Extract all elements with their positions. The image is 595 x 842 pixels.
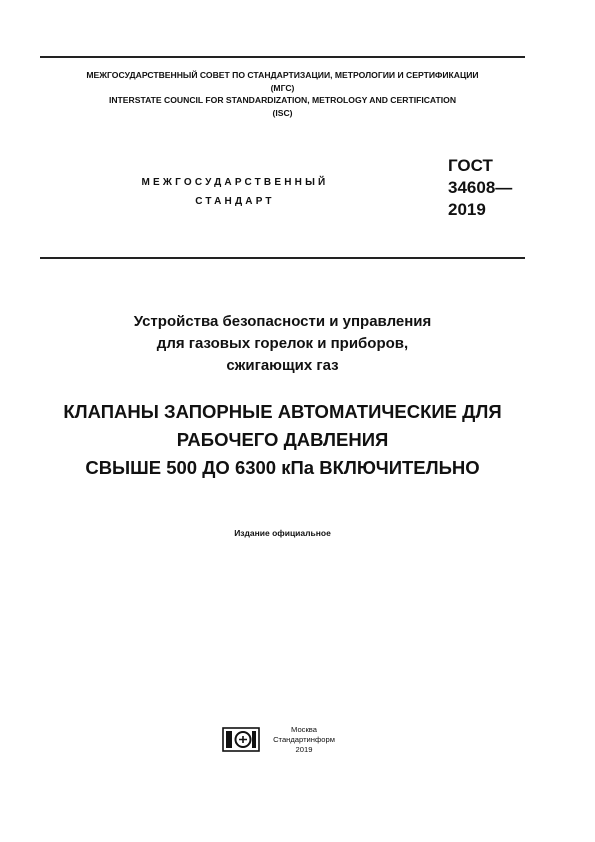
council-name-en: INTERSTATE COUNCIL FOR STANDARDIZATION, METROLOGY AND CERTIFICATION bbox=[108, 95, 457, 105]
title-line1: КЛАПАНЫ ЗАПОРНЫЕ АВТОМАТИЧЕСКИЕ ДЛЯ bbox=[63, 401, 502, 422]
title-line2: РАБОЧЕГО ДАВЛЕНИЯ bbox=[176, 429, 389, 450]
title-line3: СВЫШЕ 500 ДО 6300 кПа ВКЛЮЧИТЕЛЬНО bbox=[85, 457, 480, 478]
council-header bbox=[40, 69, 525, 119]
gost-designation bbox=[448, 155, 512, 221]
publisher-name: Стандартинформ bbox=[273, 735, 335, 744]
standard-kind-line1: МЕЖГОСУДАРСТВЕННЫЙ bbox=[141, 177, 329, 188]
edition-note: Издание официальное bbox=[234, 528, 331, 538]
gost-year: 2019 bbox=[448, 200, 486, 219]
subtitle-line2: для газовых горелок и приборов, bbox=[156, 335, 409, 352]
standard-kind bbox=[90, 173, 380, 211]
council-abbr-ru: (МГС) bbox=[270, 82, 295, 93]
subtitle-line3: сжигающих газ bbox=[226, 357, 339, 374]
publisher-block bbox=[262, 725, 346, 755]
top-divider bbox=[40, 56, 525, 58]
publisher-year: 2019 bbox=[295, 745, 313, 754]
document-title bbox=[20, 398, 545, 482]
council-name-ru: МЕЖГОСУДАРСТВЕННЫЙ СОВЕТ ПО СТАНДАРТИЗАЦИИ, МЕТРОЛОГИИ И СЕРТИФИКАЦИИ bbox=[86, 70, 479, 80]
standard-kind-line2: СТАНДАРТ bbox=[195, 196, 275, 207]
publisher-city: Москва bbox=[291, 725, 317, 734]
gost-number: 34608— bbox=[448, 178, 513, 197]
subtitle-line1: Устройства безопасности и управления bbox=[133, 313, 432, 330]
standartinform-logo-icon bbox=[222, 727, 260, 752]
middle-divider bbox=[40, 257, 525, 259]
document-subtitle bbox=[40, 311, 525, 377]
gost-label: ГОСТ bbox=[448, 156, 493, 175]
council-abbr-en: (ISC) bbox=[272, 107, 293, 118]
